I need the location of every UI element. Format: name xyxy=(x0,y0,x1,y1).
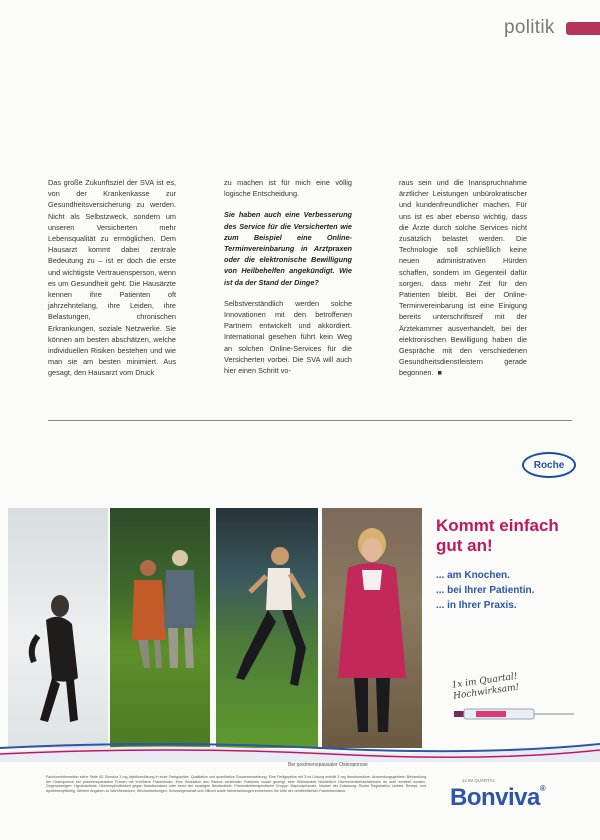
article-paragraph: Das große Zukunftsziel der SVA ist es, von der Krankenkasse zur Gesundheitsversicherung zu werden. Nicht als Selbstzweck, sondern um unseren Versicherten mehr Lebensqualität zu ermöglichen. Dem Hausarzt kommt dabei zentrale Bedeutung zu – ist er doch die erste und wichtigste Vertrauensperson, wenn es um Gesundheit geht. Die Hausärzte kennen ihre Patienten oft jahrzehntelang, ihre Leiden, ihre Belastungen, chronischen Erkrankungen, soziale Netzwerke. Sie können am besten abschätzen, welche individuellen Risiken bestehen und wie man sie am besten minimiert. Aus gesagt, den Hausarzt vom Druck xyxy=(48,178,176,378)
section-label: politik xyxy=(504,17,555,38)
ad-photo-woman-red-coat xyxy=(322,508,422,748)
ad-photo-woman-running xyxy=(216,508,318,748)
ad-benefit-list xyxy=(436,568,586,613)
ad-fine-print: Fachkurzinformation siehe Seite 40. Bonviva 3 mg Injektionslösung in einer Fertigspritze. Qualitative und quantitative Zusammensetzung: Eine Fertigspritze mit 3 ml Lösung enthält 3 mg Ibandronsäure. Anwendungsgebiete: Behandlung der Osteoporose bei postmenopausalen Frauen mit erhöhtem Frakturrisiko. Eine Reduktion des Risikos vertebraler Frakturen wurde gezeigt, eine Wirksamkeit hinsichtlich Oberschenkelhalsfrakturen ist nicht ermittelt worden. Gegenanzeigen: Hypokalzämie, Überempfindlichkeit gegen Ibandronsäure oder einen der sonstigen Bestandteile. Pharmakotherapeutische Gruppe: Bisphosphonate. Inhaber der Zulassung: Roche Registration Limited. Rezept- und apothekenpflichtig. Weitere Angaben zu Warnhinweisen, Wechselwirkungen, Schwangerschaft und Stillzeit sowie Nebenwirkungen entnehmen Sie bitte der veröffentlichten Fachinformation. xyxy=(46,775,426,793)
syringe-icon xyxy=(452,706,576,722)
article-column-1 xyxy=(48,177,176,389)
woman-walking-figure xyxy=(8,508,108,748)
ad-photo-two-women-park xyxy=(110,508,210,748)
section-tab-marker xyxy=(566,22,600,35)
article-text: raus sein und die Inanspruchnahme ärztlicher Leistungen unbürokratischer und kundenfreundlicher machen. Für uns ist es aber ebenso wichtig, dass die Ärzte durch solche Services nicht zusätzlich belastet werden. Die Technologie soll schließlich keine neuen administrativen Hürden schaffen, sondern im Gegenteil dafür sorgen, dass mehr Zeit für den Patienten bleibt. Bei der Online-Terminvereinbarung ist eine Einigung bereits unterschriftsreif mit der Ärztekammer ausverhandelt, bei der elektronischen Bewilligung haben die Gespräche mit den verschiedenen Gesundheitsdienstleistern gerade begonnen. xyxy=(399,178,527,378)
ad-headline: Kommt einfach gut an! xyxy=(436,516,559,555)
article-paragraph xyxy=(399,177,527,379)
handwritten-note: 1x im Quartal! Hochwirksam! xyxy=(451,671,520,702)
ad-caption: Bei postmenopausaler Osteoporose xyxy=(288,762,368,768)
running-woman-figure xyxy=(216,508,318,748)
ad-photo-woman-snow xyxy=(8,508,108,748)
article-paragraph: Selbstverständlich werden solche Innovationen mit den betroffenen Partnern entwickelt und akkordiert. International gesehen führt kein Weg an solchen Online-Services für die Versicherten vorbei. Die SVA will auch hier einen Schritt vo- xyxy=(224,298,352,376)
section-divider xyxy=(48,420,572,421)
article-column-3 xyxy=(399,177,527,389)
registered-mark: ® xyxy=(539,784,546,793)
two-women-figure xyxy=(110,508,210,748)
interview-question: Sie haben auch eine Verbesserung des Service für die Versicherten wie zum Beispiel eine Online-Terminvereinbarung in Arztpraxen oder die elektronische Bewilligung von Heilbehelfen angekündigt. Wie ist da der Stand der Dinge? xyxy=(224,210,352,287)
ad-benefit-item: ... in Ihrer Praxis. xyxy=(436,600,517,611)
article-end-mark: ■ xyxy=(437,368,442,378)
ad-benefit-item: ... am Knochen. xyxy=(436,570,510,581)
article-column-2 xyxy=(224,177,352,386)
article-paragraph: zu machen ist für mich eine völlig logische Entscheidung. xyxy=(224,178,352,199)
brand-tagline: 1x IM QUARTAL xyxy=(462,778,496,783)
brand-name: Bonviva xyxy=(450,784,540,811)
bonviva-logo xyxy=(450,784,545,812)
decorative-wave xyxy=(0,738,600,762)
roche-logo: Roche xyxy=(522,452,576,478)
woman-red-coat-figure xyxy=(322,508,422,748)
ad-benefit-item: ... bei Ihrer Patientin. xyxy=(436,585,535,596)
